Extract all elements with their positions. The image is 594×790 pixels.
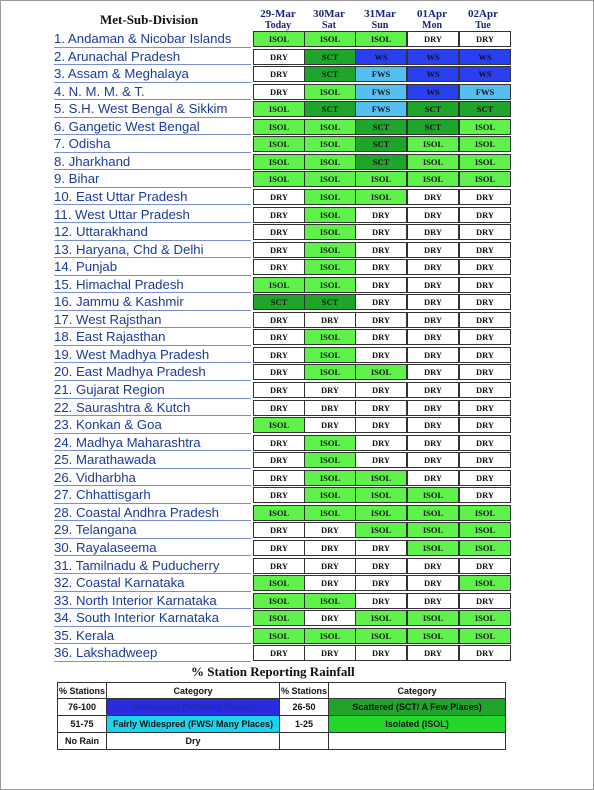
subdivision-name: 29. Telangana [54,522,137,538]
forecast-cell: WS [355,49,407,65]
forecast-cell: FWS [459,84,511,100]
subdivision-name: 13. Haryana, Chd & Delhi [54,241,204,257]
forecast-cell: ISOL [304,277,356,293]
subdivision-name: 12. Uttarakhand [54,224,148,240]
forecast-cell: ISOL [304,628,356,644]
row-underline [54,661,251,662]
forecast-cell: ISOL [253,119,305,135]
table-row [0,48,594,66]
subdivision-name: 19. West Madhya Pradesh [54,346,210,362]
forecast-cell: ISOL [459,610,511,626]
day-header-2 [303,9,355,31]
table-row [0,486,594,504]
forecast-cell: DRY [407,558,459,574]
forecast-cell: DRY [459,435,511,451]
forecast-cell: DRY [459,470,511,486]
forecast-cell: ISOL [253,277,305,293]
forecast-cell: ISOL [355,189,407,205]
forecast-cell: DRY [253,49,305,65]
forecast-cell: DRY [355,259,407,275]
forecast-cell: DRY [459,294,511,310]
forecast-cell: ISOL [304,452,356,468]
forecast-cell: ISOL [304,207,356,223]
table-row [0,504,594,522]
forecast-cell: ISOL [253,154,305,170]
table-row [0,592,594,610]
forecast-cell: DRY [355,435,407,451]
day-date: 01Apr [417,8,447,20]
forecast-cell: ISOL [253,575,305,591]
forecast-cell: ISOL [459,522,511,538]
forecast-cell: FWS [355,66,407,82]
forecast-cell: DRY [355,452,407,468]
table-row [0,539,594,557]
legend-range [280,733,329,750]
forecast-cell: DRY [459,242,511,258]
subdivision-name: 31. Tamilnadu & Puducherry [54,557,220,573]
legend-range: 26-50 [280,699,329,716]
forecast-cell: WS [459,66,511,82]
forecast-cell: ISOL [355,31,407,47]
forecast-cell: ISOL [459,575,511,591]
subdivision-name: 10. East Uttar Pradesh [54,188,188,204]
subdivision-name: 24. Madhya Maharashtra [54,434,201,450]
forecast-cell: ISOL [459,540,511,556]
subdivision-name: 15. Himachal Pradesh [54,276,184,292]
forecast-cell: ISOL [355,505,407,521]
day-header-3 [354,9,406,31]
table-row [0,451,594,469]
forecast-cell: DRY [459,487,511,503]
forecast-cell: DRY [355,242,407,258]
forecast-cell: DRY [407,382,459,398]
forecast-cell: WS [407,84,459,100]
forecast-cell: FWS [355,84,407,100]
forecast-cell: DRY [355,347,407,363]
subdivision-name: 16. Jammu & Kashmir [54,294,184,310]
forecast-cell: ISOL [459,628,511,644]
subdivision-name: 21. Gujarat Region [54,382,165,397]
forecast-cell: SCT [304,101,356,117]
forecast-cell: ISOL [407,628,459,644]
forecast-cell: DRY [407,242,459,258]
legend-table [57,682,506,750]
forecast-cell: ISOL [253,593,305,609]
table-row [0,170,594,188]
forecast-cell: DRY [355,277,407,293]
forecast-cell: WS [407,66,459,82]
subdivision-name: 17. West Rajsthan [54,311,162,327]
forecast-cell: DRY [407,259,459,275]
forecast-cell: SCT [304,294,356,310]
forecast-cell: ISOL [253,136,305,152]
forecast-cell: DRY [253,470,305,486]
forecast-cell: DRY [355,540,407,556]
subdivision-name: 33. North Interior Karnataka [54,592,217,608]
day-date: 30Mar [313,8,345,20]
forecast-cell: DRY [407,329,459,345]
forecast-cell: ISOL [459,119,511,135]
forecast-cell: ISOL [355,364,407,380]
forecast-cell: DRY [304,522,356,538]
subdivision-name: 11. West Uttar Pradesh [54,206,190,222]
forecast-cell: DRY [253,224,305,240]
forecast-cell: ISOL [459,505,511,521]
forecast-cell: DRY [253,364,305,380]
table-row [0,118,594,136]
forecast-cell: DRY [459,259,511,275]
forecast-cell: ISOL [355,470,407,486]
legend-category-sct: Scattered (SCT/ A Few Places) [329,699,506,716]
forecast-cell: DRY [355,294,407,310]
legend-range: No Rain [58,733,107,750]
forecast-cell: ISOL [304,242,356,258]
forecast-cell: ISOL [253,628,305,644]
forecast-cell: DRY [407,645,459,661]
subdivision-column-header: Met-Sub-Division [100,12,199,27]
table-row [0,241,594,259]
table-row [0,346,594,364]
subdivision-name: 1. Andaman & Nicobar Islands [54,31,232,46]
table-row [0,609,594,627]
table-row [0,399,594,417]
forecast-cell: DRY [253,312,305,328]
legend-title: % Station Reporting Rainfall [191,664,355,679]
forecast-cell: DRY [355,329,407,345]
day-header-4 [406,9,458,31]
forecast-cell: DRY [304,645,356,661]
subdivision-name: 20. East Madhya Pradesh [54,364,206,380]
forecast-cell: DRY [355,645,407,661]
forecast-cell: DRY [304,400,356,416]
forecast-cell: DRY [253,84,305,100]
day-name: Mon [422,20,442,31]
day-name: Sat [322,20,336,31]
forecast-cell: DRY [407,435,459,451]
forecast-cell: DRY [459,645,511,661]
forecast-cell: ISOL [304,487,356,503]
legend-category-isol: Isolated (ISOL) [329,716,506,733]
forecast-cell: ISOL [253,101,305,117]
table-row [0,65,594,83]
subdivision-name: 5. S.H. West Bengal & Sikkim [54,101,228,117]
legend-category-empty [329,733,506,750]
forecast-cell: ISOL [407,487,459,503]
forecast-cell: ISOL [407,522,459,538]
forecast-cell: DRY [253,522,305,538]
forecast-cell: ISOL [253,31,305,47]
legend-col-stations: % Stations [280,683,329,699]
subdivision-name: 26. Vidharbha [54,469,136,485]
forecast-cell: DRY [253,329,305,345]
forecast-cell: ISOL [355,522,407,538]
forecast-cell: DRY [407,224,459,240]
forecast-cell: ISOL [253,505,305,521]
subdivision-name: 35. Kerala [54,627,115,643]
forecast-cell: ISOL [355,171,407,187]
legend-row [58,699,506,716]
subdivision-name: 23. Konkan & Goa [54,417,162,433]
legend-col-category: Category [329,683,506,699]
table-row [0,627,594,645]
forecast-cell: SCT [253,294,305,310]
forecast-cell: ISOL [407,505,459,521]
table-row [0,188,594,206]
forecast-cell: DRY [459,364,511,380]
forecast-cell: DRY [253,242,305,258]
forecast-cell: DRY [407,575,459,591]
forecast-cell: DRY [253,400,305,416]
forecast-cell: DRY [253,259,305,275]
forecast-cell: DRY [304,540,356,556]
table-row [0,557,594,575]
forecast-cell: DRY [355,575,407,591]
forecast-cell: ISOL [304,347,356,363]
legend-category-dry: Dry [107,733,280,750]
forecast-cell: DRY [459,207,511,223]
subdivision-name: 14. Punjab [54,259,118,275]
subdivision-name: 32. Coastal Karnataka [54,575,185,591]
forecast-cell: ISOL [459,154,511,170]
legend-category-ws: Widespread (WS/Most Places) [107,699,280,716]
forecast-cell: ISOL [459,171,511,187]
forecast-cell: DRY [253,382,305,398]
subdivision-name: 34. South Interior Karnataka [54,610,219,626]
table-row [0,328,594,346]
forecast-cell: ISOL [253,417,305,433]
forecast-cell: ISOL [355,610,407,626]
forecast-cell: ISOL [253,610,305,626]
table-row [0,363,594,381]
forecast-cell: DRY [459,347,511,363]
table-row [0,469,594,487]
forecast-cell: ISOL [304,224,356,240]
forecast-cell: SCT [355,154,407,170]
subdivision-name: 3. Assam & Meghalaya [54,66,189,82]
forecast-cell: SCT [407,101,459,117]
forecast-cell: ISOL [304,136,356,152]
forecast-cell: ISOL [407,171,459,187]
forecast-cell: DRY [355,417,407,433]
forecast-cell: ISOL [304,329,356,345]
table-row [0,206,594,224]
forecast-cell: DRY [304,382,356,398]
table-row [0,135,594,153]
forecast-cell: DRY [459,312,511,328]
forecast-cell: DRY [459,417,511,433]
legend-row [58,733,506,750]
forecast-cell: DRY [355,593,407,609]
forecast-cell: DRY [459,31,511,47]
subdivision-name: 27. Chhattisgarh [54,487,151,503]
table-row [0,311,594,329]
forecast-cell: DRY [459,593,511,609]
day-name: Tue [475,20,491,31]
forecast-cell: DRY [459,382,511,398]
forecast-cell: ISOL [355,628,407,644]
forecast-cell: ISOL [253,171,305,187]
forecast-cell: DRY [253,189,305,205]
subdivision-name: 18. East Rajasthan [54,329,166,345]
table-row [0,434,594,452]
forecast-cell: DRY [355,558,407,574]
table-row [0,644,594,662]
forecast-cell: ISOL [355,487,407,503]
forecast-cell: ISOL [304,171,356,187]
forecast-cell: DRY [407,400,459,416]
table-row [0,100,594,118]
legend-col-stations: % Stations [58,683,107,699]
forecast-cell: SCT [407,119,459,135]
forecast-cell: ISOL [304,84,356,100]
forecast-cell: DRY [407,364,459,380]
forecast-cell: DRY [355,312,407,328]
forecast-cell: DRY [304,610,356,626]
legend-range: 51-75 [58,716,107,733]
forecast-cell: DRY [407,312,459,328]
forecast-cell: SCT [459,101,511,117]
forecast-cell: SCT [304,66,356,82]
forecast-cell: ISOL [304,364,356,380]
forecast-cell: DRY [253,558,305,574]
table-row [0,258,594,276]
subdivision-name: 7. Odisha [54,136,111,152]
forecast-cell: ISOL [304,435,356,451]
forecast-cell: WS [407,49,459,65]
forecast-cell: ISOL [304,189,356,205]
forecast-cell: ISOL [304,505,356,521]
forecast-cell: DRY [253,645,305,661]
subdivision-name: 9. Bihar [54,171,100,187]
table-row [0,30,594,48]
forecast-cell: ISOL [304,154,356,170]
forecast-cell: ISOL [304,593,356,609]
forecast-cell: DRY [459,329,511,345]
forecast-cell: DRY [407,452,459,468]
forecast-cell: DRY [459,224,511,240]
legend-category-fws: Fairly Widespred (FWS/ Many Places) [107,716,280,733]
forecast-cell: ISOL [407,540,459,556]
forecast-cell: DRY [304,575,356,591]
forecast-cell: ISOL [304,119,356,135]
forecast-cell: DRY [459,400,511,416]
forecast-cell: DRY [407,31,459,47]
subdivision-name: 22. Saurashtra & Kutch [54,399,191,415]
forecast-cell: ISOL [304,31,356,47]
subdivision-name: 2. Arunachal Pradesh [54,48,181,64]
day-header-1 [252,9,304,31]
forecast-cell: DRY [355,207,407,223]
subdivision-name: 8. Jharkhand [54,153,131,169]
forecast-cell: ISOL [459,136,511,152]
forecast-cell: ISOL [407,610,459,626]
subdivision-name: 4. N. M. M. & T. [54,83,145,99]
forecast-cell: SCT [355,136,407,152]
legend-range: 76-100 [58,699,107,716]
forecast-cell: DRY [355,382,407,398]
day-date: 31Mar [364,8,396,20]
forecast-cell: DRY [407,189,459,205]
forecast-cell: DRY [253,207,305,223]
forecast-cell: DRY [304,417,356,433]
table-row [0,153,594,171]
legend-range: 1-25 [280,716,329,733]
forecast-cell: DRY [459,277,511,293]
forecast-cell: DRY [459,189,511,205]
forecast-cell: ISOL [304,259,356,275]
forecast-cell: DRY [407,593,459,609]
forecast-cell: DRY [459,558,511,574]
table-row [0,521,594,539]
day-name: Today [264,20,292,31]
legend-row [58,716,506,733]
subdivision-name: 6. Gangetic West Bengal [54,118,200,134]
table-row [0,293,594,311]
day-date: 02Apr [468,8,498,20]
forecast-cell: DRY [407,470,459,486]
forecast-cell: DRY [253,452,305,468]
forecast-cell: DRY [253,540,305,556]
subdivision-name: 28. Coastal Andhra Pradesh [54,504,219,520]
table-row [0,276,594,294]
subdivision-name: 30. Rayalaseema [54,539,157,555]
subdivision-name: 36. Lakshadweep [54,645,158,661]
forecast-cell: DRY [407,207,459,223]
forecast-cell: DRY [355,400,407,416]
forecast-cell: DRY [459,452,511,468]
forecast-cell: ISOL [407,154,459,170]
day-date: 29-Mar [260,8,296,20]
table-row [0,83,594,101]
table-row [0,574,594,592]
forecast-cell: DRY [407,417,459,433]
legend-header-row [58,683,506,699]
forecast-cell: SCT [304,49,356,65]
forecast-cell: WS [459,49,511,65]
forecast-cell: SCT [355,119,407,135]
forecast-cell: DRY [407,277,459,293]
forecast-cell: DRY [253,487,305,503]
forecast-cell: DRY [355,224,407,240]
forecast-cell: DRY [304,312,356,328]
forecast-cell: DRY [253,347,305,363]
table-row [0,416,594,434]
forecast-cell: DRY [253,66,305,82]
forecast-cell: DRY [304,558,356,574]
day-header-5 [457,9,509,31]
forecast-cell: DRY [407,294,459,310]
legend-col-category: Category [107,683,280,699]
table-row [0,381,594,399]
forecast-cell: FWS [355,101,407,117]
table-row [0,223,594,241]
forecast-cell: DRY [253,435,305,451]
forecast-cell: ISOL [304,470,356,486]
subdivision-name: 25. Marathawada [54,452,156,468]
forecast-cell: ISOL [407,136,459,152]
day-name: Sun [371,20,389,31]
forecast-cell: DRY [407,347,459,363]
